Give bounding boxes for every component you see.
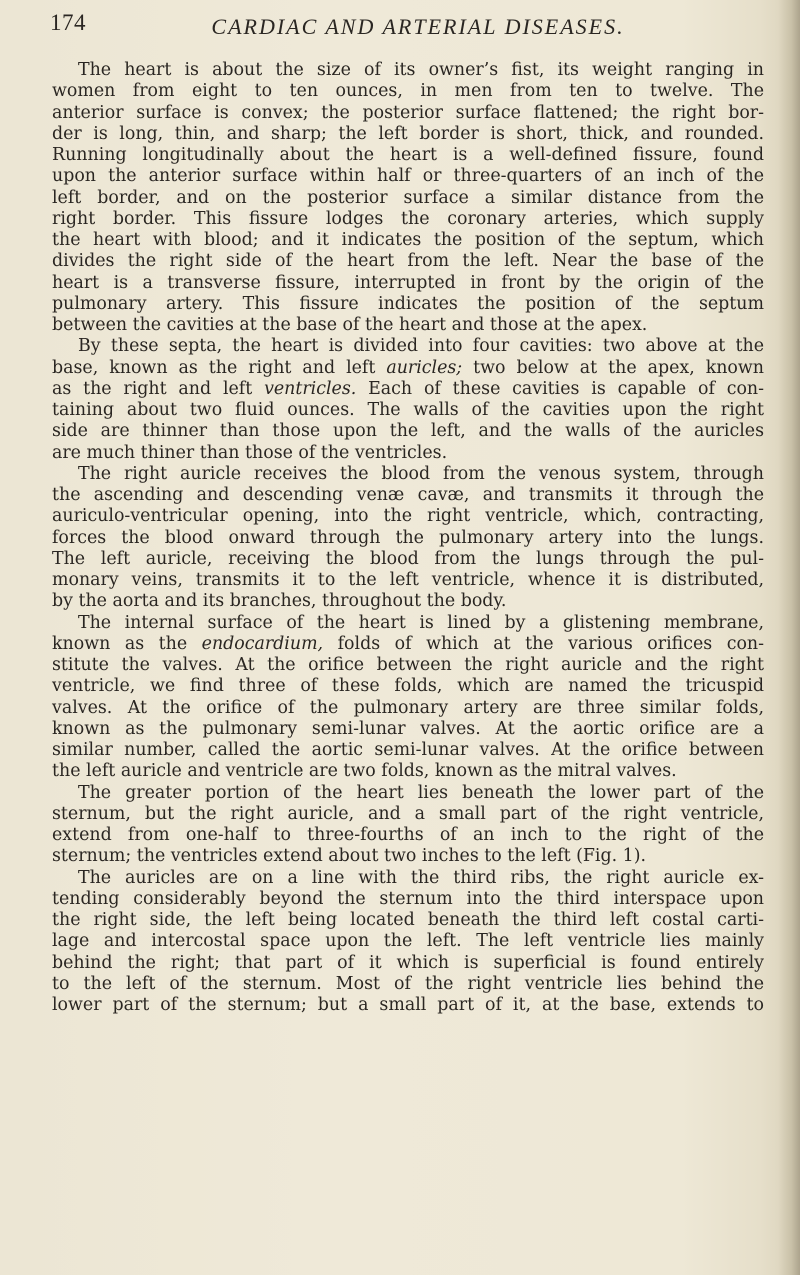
text-line: The internal surface of the heart is lined by a glistening membrane,: [78, 612, 764, 633]
text-line: lage and intercostal space upon the left. The left ventricle lies mainly: [52, 931, 764, 952]
text-line: anterior surface is convex; the posterior surface flattened; the right bor-: [52, 102, 764, 123]
text-line: known as the pulmonary semi-lunar valves. At the aortic orifice are a: [52, 718, 764, 739]
page-number: 174: [50, 10, 86, 35]
text-line-segment: as the right and left: [52, 378, 265, 399]
text-line: auriculo-ventricular opening, into the right ventricle, which, contracting,: [52, 506, 764, 527]
text-line-segment: folds of which at the various orifices con-: [323, 633, 765, 654]
text-line: By these septa, the heart is divided into four cavities: two above at the: [78, 336, 764, 357]
text-line: The left auricle, receiving the blood from the lungs through the pul-: [52, 548, 764, 569]
text-line: lower part of the sternum; but a small part of it, at the base, extends to: [52, 995, 764, 1015]
text-line: behind the right; that part of it which is superficial is found entirely: [52, 952, 764, 973]
text-line: Running longitudinally about the heart is a well-defined fissure, found: [52, 145, 764, 165]
text-line: forces the blood onward through the pulmonary artery into the lungs.: [52, 527, 764, 548]
text-line: the ascending and descending venæ cavæ, and transmits it through the: [52, 485, 764, 505]
text-line: [52, 379, 764, 400]
text-line-segment: two below at the apex, known: [462, 357, 764, 378]
text-line: left border, and on the posterior surface a similar distance from the: [52, 187, 764, 208]
text-line: ventricle, we find three of these folds, which are named the tricuspid: [52, 676, 764, 697]
text-line: between the cavities at the base of the heart and those at the apex.: [52, 315, 648, 335]
text-line-segment: base, known as the right and left: [52, 357, 387, 378]
text-line: The greater portion of the heart lies beneath the lower part of the: [78, 782, 764, 803]
text-line: [52, 358, 764, 379]
italic-term: auricles;: [386, 357, 463, 378]
text-line: stitute the valves. At the orifice between the right auricle and the right: [52, 655, 764, 675]
text-line: valves. At the orifice of the pulmonary artery are three similar folds,: [52, 697, 764, 718]
text-line: women from eight to ten ounces, in men from ten to twelve. The: [52, 81, 764, 102]
text-line: are much thiner than those of the ventricles.: [52, 442, 448, 463]
text-line: taining about two fluid ounces. The walls of the cavities upon the right: [52, 400, 764, 420]
text-line: the right side, the left being located beneath the third left costal carti-: [52, 910, 764, 930]
text-line: [52, 634, 764, 655]
text-line: heart is a transverse fissure, interrupted in front by the origin of the: [52, 272, 764, 293]
page-edge-shadow: [778, 0, 800, 1275]
text-line: side are thinner than those upon the left, and the walls of the auricles: [52, 421, 764, 442]
text-line: The auricles are on a line with the third ribs, the right auricle ex-: [78, 867, 764, 888]
text-line-segment: known as the: [52, 633, 202, 654]
text-line: tending considerably beyond the sternum into the third interspace upon: [52, 888, 764, 909]
text-line: der is long, thin, and sharp; the left border is short, thick, and rounded.: [52, 123, 764, 144]
text-line-segment: Each of these cavities is capable of con-: [356, 378, 764, 399]
text-line: the left auricle and ventricle are two folds, known as the mitral valves.: [52, 761, 677, 782]
text-line: The right auricle receives the blood from the venous system, through: [78, 463, 764, 484]
text-line: to the left of the sternum. Most of the right ventricle lies behind the: [52, 973, 764, 994]
text-line: right border. This fissure lodges the coronary arteries, which supply: [52, 208, 764, 229]
italic-term: ventricles.: [264, 378, 357, 399]
text-line: divides the right side of the heart from the left. Near the base of the: [52, 251, 764, 272]
text-line: extend from one-half to three-fourths of an inch to the right of the: [52, 825, 764, 845]
text-line: the heart with blood; and it indicates the position of the septum, which: [52, 230, 764, 250]
text-line: monary veins, transmits it to the left ventricle, whence it is distributed,: [52, 570, 764, 590]
text-line: The heart is about the size of its owner’s fist, its weight ranging in: [78, 60, 764, 80]
text-line: upon the anterior surface within half or three-quarters of an inch of the: [52, 166, 764, 187]
text-line: similar number, called the aortic semi-lunar valves. At the orifice between: [52, 740, 764, 760]
body-text: [52, 60, 764, 1016]
text-line: sternum, but the right auricle, and a small part of the right ventricle,: [52, 803, 764, 824]
italic-term: endocardium,: [201, 633, 324, 654]
text-line: pulmonary artery. This fissure indicates the position of the septum: [52, 293, 764, 314]
running-title: CARDIAC AND ARTERIAL DISEASES.: [211, 14, 625, 39]
text-line: sternum; the ventricles extend about two inches to the left (Fig. 1).: [52, 846, 647, 867]
text-line: by the aorta and its branches, throughout the body.: [52, 591, 507, 612]
